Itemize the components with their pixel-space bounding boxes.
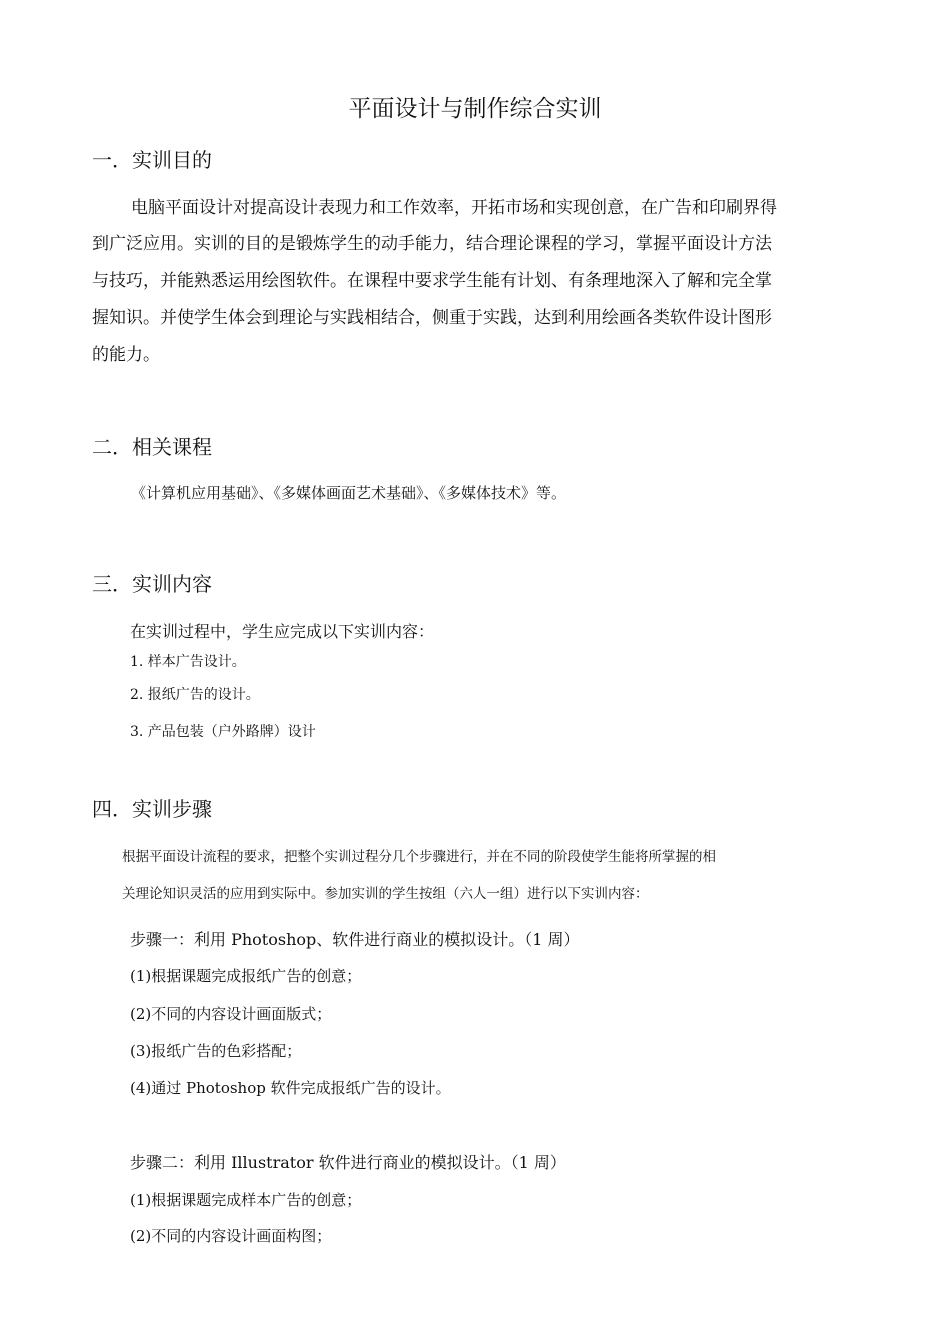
section-heading-courses: 二．相关课程	[92, 435, 212, 459]
content-intro: 在实训过程中，学生应完成以下实训内容：	[130, 622, 435, 641]
section-heading-content: 三．实训内容	[92, 572, 212, 596]
paragraph-line: 的能力。	[92, 345, 160, 365]
section-heading-steps: 四．实训步骤	[92, 797, 212, 821]
step-two-item: (1)根据课题完成样本广告的创意；	[130, 1191, 362, 1209]
content-item: 1. 样本广告设计。	[130, 654, 246, 670]
content-item: 2. 报纸广告的设计。	[130, 687, 260, 703]
paragraph-line: 到广泛应用。实训的目的是锻炼学生的动手能力，结合理论课程的学习，掌握平面设计方法	[92, 234, 772, 254]
section-heading-purpose: 一．实训目的	[92, 148, 212, 172]
step-one-item: (4)通过 Photoshop 软件完成报纸广告的设计。	[130, 1079, 451, 1097]
step-one-item: (3)报纸广告的色彩搭配；	[130, 1042, 302, 1060]
step-one-item: (2)不同的内容设计画面版式；	[130, 1005, 332, 1023]
document-title: 平面设计与制作综合实训	[348, 96, 602, 122]
content-item: 3. 产品包装（户外路牌）设计	[130, 724, 316, 740]
step-two-item: (2)不同的内容设计画面构图；	[130, 1227, 332, 1245]
steps-intro-line: 根据平面设计流程的要求，把整个实训过程分几个步骤进行，并在不同的阶段使学生能将所掌握的相	[122, 849, 716, 865]
paragraph-line: 与技巧，并能熟悉运用绘图软件。在课程中要求学生能有计划、有条理地深入了解和完全掌	[92, 271, 772, 291]
paragraph-line: 握知识。并使学生体会到理论与实践相结合，侧重于实践，达到利用绘画各类软件设计图形	[92, 308, 772, 328]
step-one-item: (1)根据课题完成报纸广告的创意；	[130, 967, 362, 985]
related-courses-text: 《计算机应用基础》、《多媒体画面艺术基础》、《多媒体技术》等。	[131, 484, 567, 502]
steps-intro-line: 关理论知识灵活的应用到实际中。参加实训的学生按组（六人一组）进行以下实训内容：	[122, 886, 649, 902]
step-one-title: 步骤一：利用 Photoshop、软件进行商业的模拟设计。（1 周）	[130, 930, 580, 949]
step-two-title: 步骤二：利用 Illustrator 软件进行商业的模拟设计。（1 周）	[130, 1153, 566, 1172]
paragraph-line: 电脑平面设计对提高设计表现力和工作效率，开拓市场和实现创意，在广告和印刷界得	[131, 198, 777, 218]
